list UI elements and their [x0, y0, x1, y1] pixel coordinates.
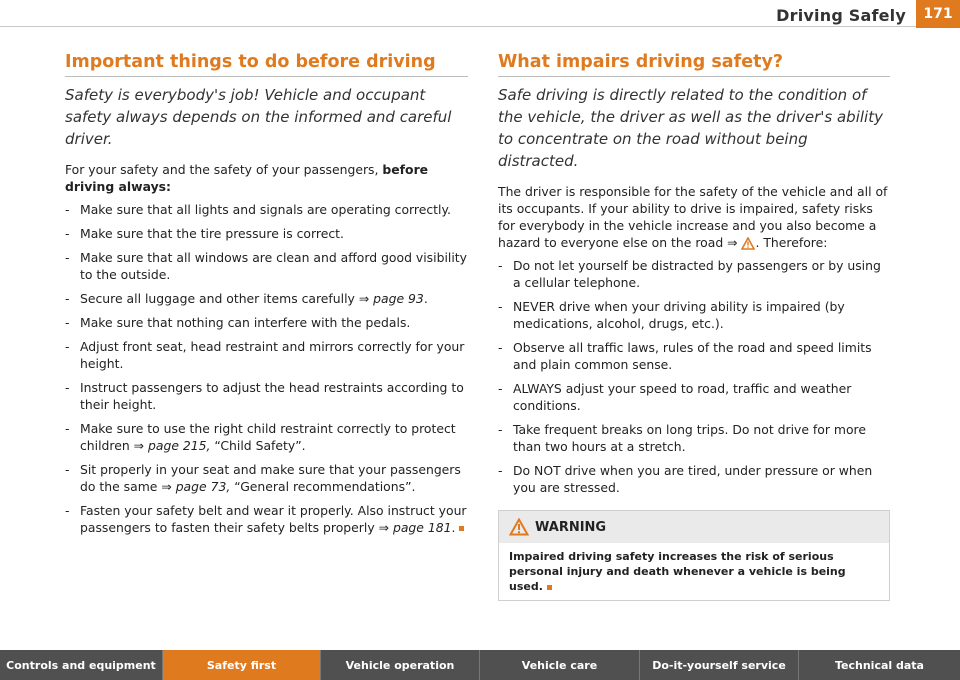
tab-technical-data[interactable]: Technical data	[835, 658, 924, 672]
right-intro: The driver is responsible for the safety of the vehicle and all of its occupants. If your ability to drive is impaired, safety risks for everybody in the vehicle increase and you also become a hazard to everyone else on the road ⇒ . Therefore:	[498, 184, 888, 250]
warning-triangle-icon	[509, 518, 529, 536]
list-item: - Do not let yourself be distracted by passengers or by using a cellular telephone.	[498, 258, 881, 290]
ref-arrow: ⇒	[161, 479, 172, 494]
right-list	[498, 257, 890, 496]
list-item: - Make sure that all lights and signals are operating correctly.	[65, 202, 451, 217]
list-item: - Make sure that all windows are clean and afford good visibility to the outside.	[65, 250, 467, 282]
list-item: - Fasten your safety belt and wear it properly. Also instruct your passengers to fasten their safety belts properly ⇒ page 181.	[65, 503, 467, 535]
header-rule	[0, 26, 960, 27]
page-number: 171	[916, 0, 960, 28]
left-intro-bold: before driving always:	[65, 162, 429, 194]
list-item: - Secure all luggage and other items carefully ⇒ page 93.	[65, 291, 428, 306]
warning-triangle-icon[interactable]	[741, 237, 755, 250]
ref-arrow: ⇒	[378, 520, 389, 535]
list-item: - Take frequent breaks on long trips. Do not drive for more than two hours at a stretch.	[498, 422, 866, 454]
tab-vehicle-care[interactable]: Vehicle care	[480, 650, 640, 680]
left-intro-text: For your safety and the safety of your passengers,	[65, 162, 383, 177]
list-item: - Adjust front seat, head restraint and mirrors correctly for your height.	[65, 339, 465, 371]
tab-vehicle-operation[interactable]: Vehicle operation	[321, 650, 480, 680]
ref-arrow: ⇒	[727, 235, 738, 250]
warning-box	[498, 510, 890, 601]
left-heading: Important things to do before driving	[65, 52, 468, 77]
right-column	[498, 52, 890, 601]
warning-title: WARNING	[535, 519, 607, 535]
list-item: - Do NOT drive when you are tired, under pressure or when you are stressed.	[498, 463, 873, 495]
section-title: Driving Safely	[776, 6, 906, 25]
right-heading: What impairs driving safety?	[498, 52, 890, 77]
tab-controls-and-equipment[interactable]: Controls and equipment	[0, 650, 163, 680]
chapter-nav	[0, 650, 960, 680]
left-column	[65, 52, 468, 543]
list-item: - Make sure that nothing can interfere with the pedals.	[65, 315, 411, 330]
ref-arrow: ⇒	[358, 291, 370, 306]
list-item: - Observe all traffic laws, rules of the road and speed limits and plain common sense.	[498, 340, 872, 372]
list-item: - NEVER drive when your driving ability is impaired (by medications, alcohol, drugs, etc.).	[498, 299, 845, 331]
list-item: - Make sure that the tire pressure is correct.	[65, 226, 344, 241]
ref-arrow: ⇒	[133, 438, 145, 453]
warning-header	[499, 511, 889, 543]
section-end-marker	[459, 526, 464, 531]
warning-text: Impaired driving safety increases the risk of serious personal injury and death whenever a vehicle is being used.	[509, 550, 846, 593]
right-lead: Safe driving is directly related to the condition of the vehicle, the driver as well as the driver's ability to concentrate on the road without being distracted.	[498, 86, 883, 170]
left-checklist	[65, 201, 468, 536]
tab-do-it-yourself-service[interactable]: Do-it-yourself service	[640, 650, 799, 680]
page-ref-link[interactable]: page 215,	[148, 438, 211, 453]
list-item: - Sit properly in your seat and make sure that your passengers do the same ⇒ page 73, “General recommendations”.	[65, 462, 461, 494]
page-ref-link[interactable]: page 181	[392, 520, 452, 535]
page-ref-link[interactable]: page 73,	[175, 479, 231, 494]
list-item: - Make sure to use the right child restraint correctly to protect children ⇒ page 215, “Child Safety”.	[65, 421, 456, 453]
list-item: - Instruct passengers to adjust the head restraints according to their height.	[65, 380, 464, 412]
tab-safety-first[interactable]: Safety first	[163, 650, 321, 680]
page-ref-link[interactable]: page 93	[373, 291, 424, 306]
left-lead: Safety is everybody's job! Vehicle and occupant safety always depends on the informed and careful driver.	[65, 86, 452, 148]
section-end-marker	[547, 585, 552, 590]
left-intro	[65, 161, 468, 195]
list-item: - ALWAYS adjust your speed to road, traffic and weather conditions.	[498, 381, 852, 413]
